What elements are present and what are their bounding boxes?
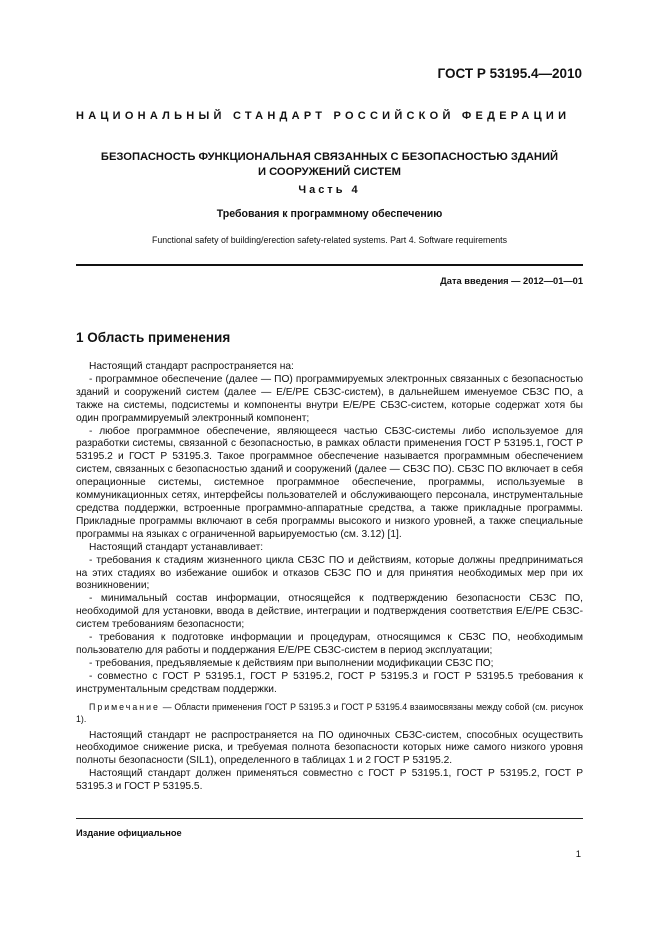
paragraph: Настоящий стандарт не распространяется на ПО одиночных СБЗС-систем, способных осуществить необходимое снижение риска, и требуемая полнота безопасности которых ниже самого низкого уровня полноты безопасности (SIL1), определенного в таблицах 1 и 2 ГОСТ Р 53195.2. [76, 729, 583, 767]
title-line-1: БЕЗОПАСНОСТЬ ФУНКЦИОНАЛЬНАЯ СВЯЗАННЫХ С БЕЗОПАСНОСТЬЮ ЗДАНИЙ [100, 151, 559, 163]
document-title [76, 150, 583, 180]
part-label: Часть 4 [298, 184, 361, 196]
list-item: - требования к стадиям жизненного цикла СБЗС ПО и действиям, которые должны предприниматься на этих стадиях во избежание ошибок и отказов СБЗС ПО и для принятия необходимых мер при их возникновении; [76, 554, 583, 592]
standard-number: ГОСТ Р 53195.4—2010 [437, 66, 582, 81]
footer-divider [76, 818, 583, 819]
page-number: 1 [575, 849, 581, 860]
title-divider [76, 264, 583, 266]
paragraph: Настоящий стандарт распространяется на: [89, 361, 294, 372]
note-label: Примечание [89, 701, 160, 712]
title-line-2: И СООРУЖЕНИЙ СИСТЕМ [257, 166, 401, 178]
list-item: - требования к подготовке информации и процедурам, относящимся к СБЗС ПО, необходимым пользователю для работы и поддержания Е/Е/РЕ СБЗС-систем в период эксплуатации; [76, 632, 583, 656]
document-subtitle: Требования к программному обеспечению [216, 208, 443, 220]
section-heading: 1 Область применения [76, 330, 231, 345]
edition-label: Издание официальное [76, 828, 182, 838]
list-item: - любое программное обеспечение, являющееся частью СБЗС-системы либо используемое для разработки системы, связанной с безопасностью, в рамках области применения ГОСТ Р 53195.1, ГОСТ Р 53195.2 и ГОСТ Р 53195.3. Такое программное обеспечение называется программным обеспечением систем, связанных с безопасностью зданий и сооружений (далее — СБЗС ПО). СБЗС ПО включает в себя операционные системы, системное программное обеспечение, программы, используемые в коммуникационных сетях, интерфейсы пользователей и обслуживающего персонала, инструментальные средства поддержки, встроенные программно-аппаратные средства, а также прикладные программы. Прикладные программы включают в себя программы высокого и низкого уровней, а также специальные программы на языках с ограниченной варьируемостью (см. 3.12) [1]. [76, 425, 583, 540]
list-item: - минимальный состав информации, относящейся к подтверждению безопасности СБЗС ПО, необходимой для установки, ввода в действие, интеграции и подтверждения соответствия Е/Е/РЕ СБЗС-систем требованиям безопасности; [76, 593, 583, 631]
note-text: — Области применения ГОСТ Р 53195.3 и ГОСТ Р 53195.4 взаимосвязаны между собой (см. рисунок 1). [76, 701, 583, 724]
body-text [76, 361, 583, 794]
paragraph: Настоящий стандарт должен применяться совместно с ГОСТ Р 53195.1, ГОСТ Р 53195.2, ГОСТ Р 53195.3 и ГОСТ Р 53195.5. [76, 768, 583, 793]
list-item: - программное обеспечение (далее — ПО) программируемых электронных связанных с безопасностью зданий и сооружений систем (далее — Е/Е/РЕ СБЗС-систем), в дальнейшем именуемое СБЗС ПО, а также на системы, подсистемы и компоненты внутри Е/Е/РЕ СБЗС-систем, которые содержат хотя бы один программируемый электронный компонент; [76, 373, 583, 424]
introduction-date: Дата введения — 2012—01—01 [440, 276, 583, 286]
paragraph: Настоящий стандарт устанавливает: [89, 541, 264, 553]
english-title: Functional safety of building/erection safety-related systems. Part 4. Software requirements [152, 235, 507, 245]
note [76, 701, 583, 725]
list-item: - требования, предъявляемые к действиям при выполнении модификации СБЗС ПО; [89, 657, 494, 669]
national-standard-banner: НАЦИОНАЛЬНЫЙ СТАНДАРТ РОССИЙСКОЙ ФЕДЕРАЦИИ [76, 110, 571, 122]
list-item: - совместно с ГОСТ Р 53195.1, ГОСТ Р 53195.2, ГОСТ Р 53195.3 и ГОСТ Р 53195.5 требования к инструментальным средствам поддержки. [76, 670, 583, 695]
